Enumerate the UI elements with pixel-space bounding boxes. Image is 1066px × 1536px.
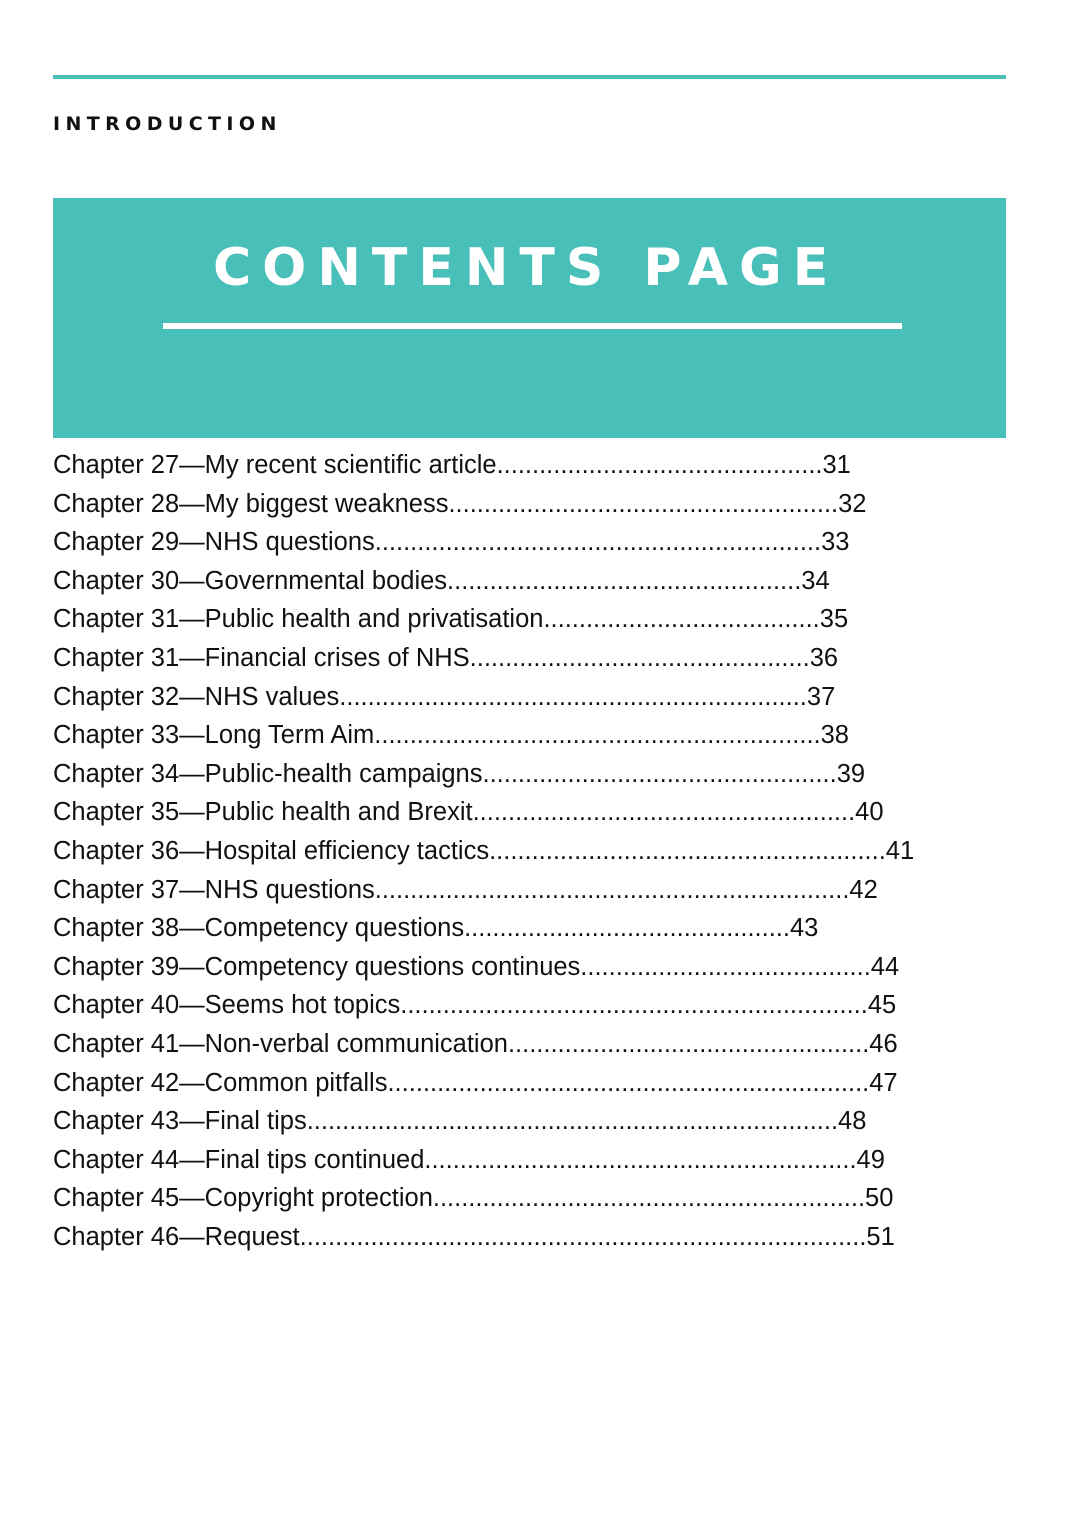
toc-entry[interactable]: Chapter 30—Governmental bodies..................................................34	[53, 566, 830, 595]
toc-entry[interactable]: Chapter 43—Final tips...........................................................................48	[53, 1107, 867, 1136]
toc-entry[interactable]: Chapter 36—Hospital efficiency tactics........................................................41	[53, 836, 915, 865]
toc-entry[interactable]: Chapter 35—Public health and Brexit......................................................40	[53, 798, 884, 827]
toc-entry[interactable]: Chapter 28—My biggest weakness.......................................................32	[53, 489, 867, 518]
toc-entry[interactable]: Chapter 42—Common pitfalls....................................................................47	[53, 1068, 898, 1097]
toc-entry[interactable]: Chapter 41—Non-verbal communication...................................................46	[53, 1029, 898, 1058]
page-title: CONTENTS PAGE	[213, 238, 840, 298]
toc-entry[interactable]: Chapter 32—NHS values..................................................................37	[53, 682, 836, 711]
title-underline	[163, 323, 902, 329]
toc-entry[interactable]: Chapter 33—Long Term Aim...............................................................38	[53, 721, 849, 750]
top-divider	[53, 75, 1006, 79]
toc-entry[interactable]: Chapter 29—NHS questions...............................................................33	[53, 528, 850, 557]
toc-entry[interactable]: Chapter 46—Request................................................................................51	[53, 1222, 895, 1251]
toc-entry[interactable]: Chapter 37—NHS questions...................................................................42	[53, 875, 878, 904]
toc-entry[interactable]: Chapter 31—Public health and privatisation.......................................35	[53, 605, 849, 634]
toc-entry[interactable]: Chapter 39—Competency questions continues.........................................44	[53, 952, 900, 981]
toc-entry[interactable]: Chapter 34—Public-health campaigns..................................................39	[53, 759, 866, 788]
toc-entry[interactable]: Chapter 27—My recent scientific article..............................................31	[53, 451, 851, 479]
toc-entry[interactable]: Chapter 38—Competency questions..............................................43	[53, 914, 819, 943]
toc-entry[interactable]: Chapter 31—Financial crises of NHS................................................36	[53, 643, 839, 672]
toc-entry[interactable]: Chapter 45—Copyright protection.............................................................50	[53, 1184, 894, 1213]
section-label: INTRODUCTION	[53, 113, 282, 135]
contents-banner	[53, 198, 1006, 438]
table-of-contents	[53, 446, 914, 1256]
toc-entry[interactable]: Chapter 40—Seems hot topics..................................................................45	[53, 991, 897, 1020]
toc-entry[interactable]: Chapter 44—Final tips continued.............................................................49	[53, 1145, 885, 1174]
